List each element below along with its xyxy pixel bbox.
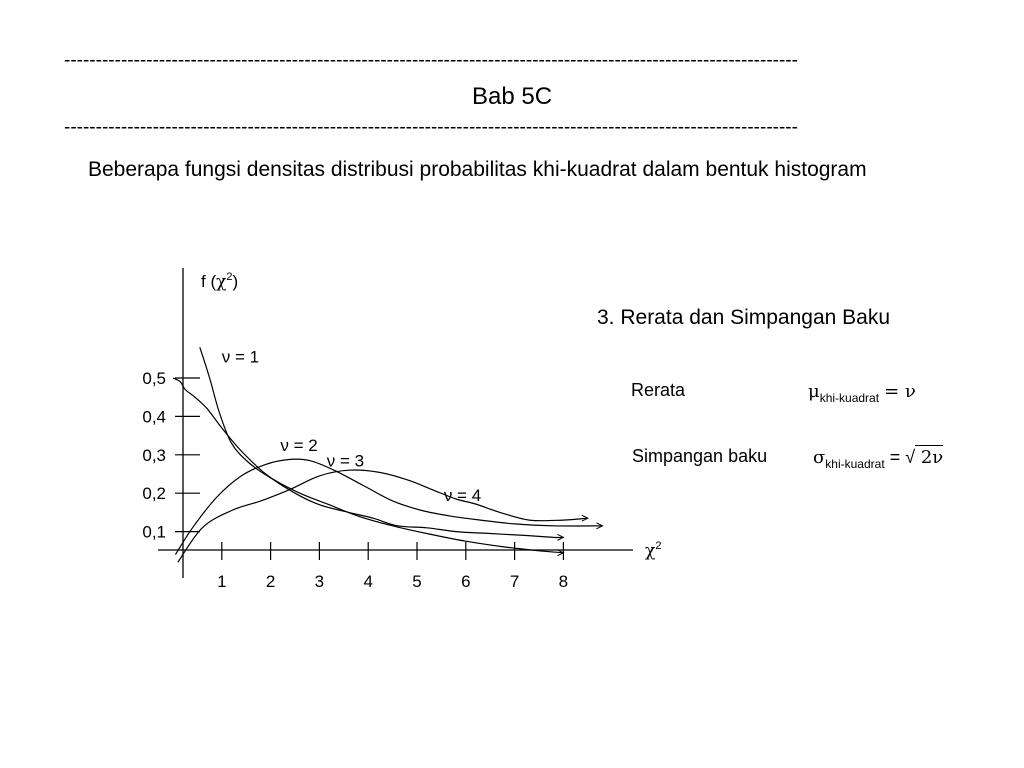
- sd-label: Simpangan baku: [632, 446, 768, 466]
- curve-nu-1: [200, 347, 564, 552]
- sd-rhs: 2ν: [915, 447, 944, 468]
- chart-series: [173, 347, 602, 562]
- x-tick-label: 7: [509, 572, 520, 591]
- x-tick-label: 1: [217, 572, 227, 591]
- y-tick-label: 0,5: [142, 369, 166, 388]
- y-tick-label: 0,1: [142, 522, 166, 542]
- x-tick-label: 3: [314, 572, 325, 591]
- series-label-nu-1: ν = 1: [221, 347, 260, 367]
- slide-subtitle: Beberapa fungsi densitas distribusi probabilitas khi-kuadrat dalam bentuk histogram: [88, 158, 867, 181]
- sd-equals-sqrt: = √: [889, 447, 916, 467]
- y-axis-label: f $(\chi^2)$: [201, 271, 239, 292]
- y-tick-label: 0,4: [142, 407, 166, 427]
- slide-title: Bab 5C: [471, 83, 553, 110]
- mu-symbol: μ: [808, 381, 820, 402]
- bottom-dashed-rule: --------------------------------------------------------------------------------------------------------------------: [64, 117, 798, 138]
- series-label-nu-4: ν = 4: [443, 485, 482, 505]
- x-tick-label: 5: [412, 572, 422, 591]
- x-tick-label: 4: [363, 572, 373, 591]
- chart-labels: [142, 271, 661, 591]
- x-tick-label: 6: [461, 572, 471, 591]
- sd-subscript: khi-kuadrat: [825, 457, 885, 471]
- y-tick-label: 0,3: [142, 445, 166, 465]
- sigma-symbol: σ: [813, 447, 826, 468]
- x-tick-label: 8: [558, 572, 569, 591]
- mean-rhs: = ν: [884, 381, 916, 402]
- chart-axes: [158, 268, 633, 578]
- y-tick-label: 0,2: [142, 484, 166, 504]
- mean-label: Rerata: [631, 380, 686, 400]
- curve-nu-4: [178, 470, 588, 562]
- section-heading: 3. Rerata dan Simpangan Baku: [597, 306, 891, 329]
- x-tick-label: 2: [265, 572, 276, 591]
- x-axis-label: $\chi^2$: [645, 540, 662, 561]
- mean-subscript: khi-kuadrat: [819, 391, 880, 405]
- curve-nu-3: [175, 459, 602, 555]
- top-dashed-rule: --------------------------------------------------------------------------------------------------------------------: [64, 50, 798, 71]
- series-label-nu-3: ν = 3: [326, 451, 365, 471]
- mean-formula: [808, 380, 916, 404]
- sd-formula: [813, 446, 943, 470]
- series-label-nu-2: ν = 2: [280, 435, 318, 455]
